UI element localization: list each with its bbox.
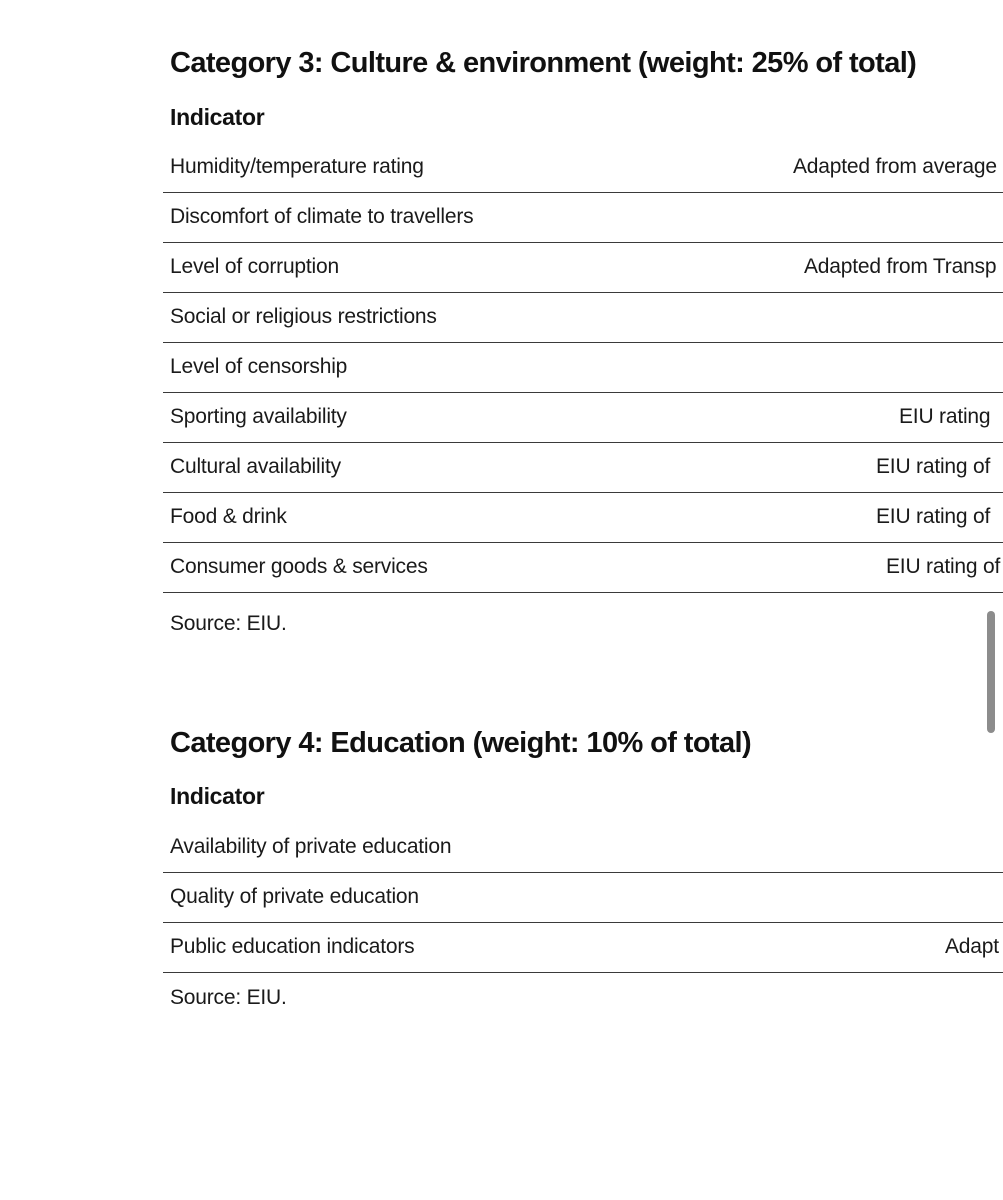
table-row [163, 343, 1003, 393]
table-row [163, 193, 1003, 243]
source-cell: Adapted from Transp [804, 255, 997, 278]
category-3-title: Category 3: Culture & environment (weight: 25% of total) [170, 47, 917, 79]
indicator-cell: Level of censorship [170, 355, 348, 378]
indicator-cell: Consumer goods & services [170, 555, 428, 578]
table-row [163, 923, 1003, 973]
indicator-cell: Quality of private education [170, 885, 419, 908]
category-4-source-note: Source: EIU. [170, 986, 287, 1009]
indicator-cell: Public education indicators [170, 935, 415, 958]
indicator-cell: Availability of private education [170, 835, 452, 858]
category-3-indicator-header: Indicator [170, 104, 265, 130]
source-cell: EIU rating [899, 405, 991, 428]
indicator-cell: Cultural availability [170, 455, 341, 478]
category-4-indicator-header: Indicator [170, 783, 265, 809]
table-row [163, 393, 1003, 443]
category-3-table [163, 143, 1003, 593]
source-cell: EIU rating of [876, 455, 991, 478]
category-3-source-note: Source: EIU. [170, 612, 287, 635]
source-cell: Adapt [945, 935, 999, 958]
table-row [163, 823, 1003, 873]
table-row [163, 243, 1003, 293]
indicator-cell: Social or religious restrictions [170, 305, 437, 328]
table-row [163, 293, 1003, 343]
source-cell: EIU rating of [876, 505, 991, 528]
table-row [163, 543, 1003, 593]
indicator-cell: Food & drink [170, 505, 287, 528]
source-cell: Adapted from average [793, 155, 997, 178]
table-row [163, 143, 1003, 193]
table-row [163, 873, 1003, 923]
table-row [163, 443, 1003, 493]
category-4-table [163, 823, 1003, 973]
scrollbar-thumb[interactable] [987, 611, 995, 733]
indicator-cell: Discomfort of climate to travellers [170, 205, 474, 228]
indicator-cell: Sporting availability [170, 405, 347, 428]
table-row [163, 493, 1003, 543]
source-cell: EIU rating of [886, 555, 1001, 578]
indicator-cell: Humidity/temperature rating [170, 155, 424, 178]
category-4-title: Category 4: Education (weight: 10% of total) [170, 727, 752, 759]
indicator-cell: Level of corruption [170, 255, 339, 278]
